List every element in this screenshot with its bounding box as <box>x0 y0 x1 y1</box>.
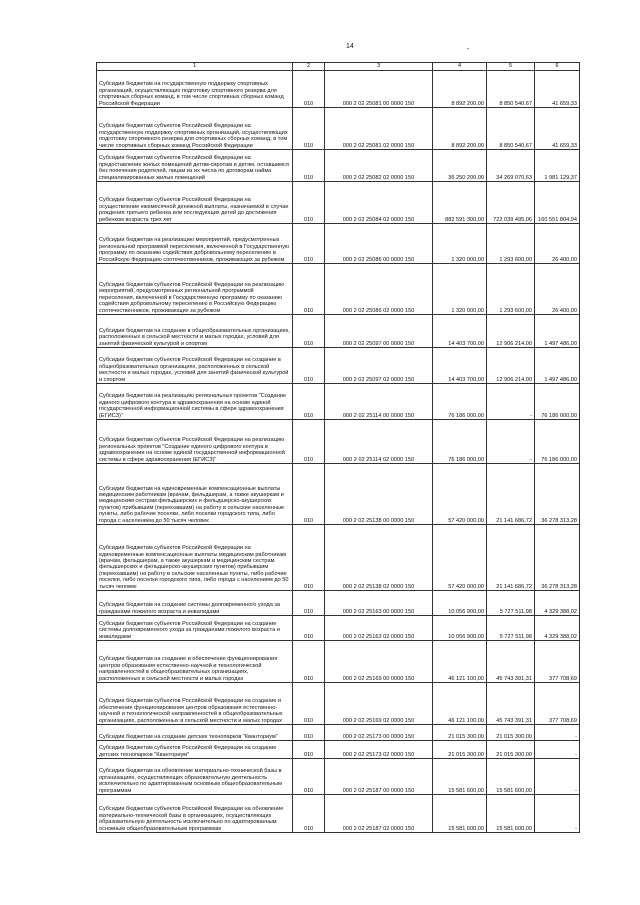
row-budget-code: 000 2 02 25163 00 0000 150 <box>325 591 433 616</box>
row-budget-code: 000 2 02 25081 02 0000 150 <box>325 108 433 150</box>
row-line-code: 010 <box>293 759 325 795</box>
row-line-code: 010 <box>293 315 325 348</box>
table-row <box>97 348 580 384</box>
row-unexecuted: 4 329 388,02 <box>535 591 580 616</box>
column-header: 5 <box>487 63 535 71</box>
row-budget-code: 000 2 02 25082 02 0000 150 <box>325 150 433 182</box>
row-description: Субсидии бюджетам субъектов Российской Федерации на создание в общеобразовательных организациях, расположенных в сельской местности и малых городах, условий для занятий физической культурой и спортом <box>97 348 293 384</box>
row-executed: 5 727 511,98 <box>487 616 535 641</box>
row-unexecuted: 36 278 313,28 <box>535 525 580 591</box>
row-line-code: 010 <box>293 348 325 384</box>
budget-table <box>96 62 580 833</box>
row-unexecuted: 4 329 388,02 <box>535 616 580 641</box>
row-approved: 10 056 900,00 <box>433 616 487 641</box>
row-approved: 15 581 600,00 <box>433 795 487 833</box>
table-row <box>97 741 580 759</box>
row-executed: 21 141 686,72 <box>487 464 535 525</box>
row-line-code: 010 <box>293 795 325 833</box>
row-budget-code: 000 2 02 25081 00 0000 150 <box>325 71 433 108</box>
row-budget-code: 000 2 02 25163 02 0000 150 <box>325 616 433 641</box>
table-row <box>97 264 580 315</box>
row-executed: 12 906 214,00 <box>487 315 535 348</box>
table-row <box>97 591 580 616</box>
table-row <box>97 224 580 264</box>
row-description: Субсидии бюджетам на создание системы долговременного ухода за гражданами пожилого возраста и инвалидами <box>97 591 293 616</box>
table-row <box>97 759 580 795</box>
row-approved: 10 056 900,00 <box>433 591 487 616</box>
table-row <box>97 683 580 725</box>
row-unexecuted: - <box>535 741 580 759</box>
row-unexecuted: 1 981 129,37 <box>535 150 580 182</box>
row-description: Субсидии бюджетам на обновление материально-технической базы в организациях, осуществляющих образовательную деятельность исключительно по адаптированным основным общеобразовательным программам <box>97 759 293 795</box>
table-row <box>97 725 580 741</box>
row-line-code: 010 <box>293 683 325 725</box>
row-unexecuted: - <box>535 759 580 795</box>
row-approved: 14 403 700,00 <box>433 348 487 384</box>
row-description: Субсидии бюджетам субъектов Российской Федерации на осуществление ежемесячной денежной выплаты, назначаемой в случае рождения третьего ребенка или последующих детей до достижения ребенком возраста трех лет <box>97 182 293 224</box>
row-budget-code: 000 2 02 25138 00 0000 150 <box>325 464 433 525</box>
table-row <box>97 420 580 464</box>
row-budget-code: 000 2 02 25086 02 0000 150 <box>325 264 433 315</box>
row-description: Субсидии бюджетам на государственную поддержку спортивных организаций, осуществляющих подготовку спортивного резерва для спортивных сборных команд, в том числе спортивных сборных команд Российской Федерации <box>97 71 293 108</box>
row-executed: 21 141 686,72 <box>487 525 535 591</box>
table-row <box>97 108 580 150</box>
row-description: Субсидии бюджетам субъектов Российской Федерации на обновление материально-технической базы в организациях, осуществляющих образовательную деятельность исключительно по адаптированным основным общеобразовательным программам <box>97 795 293 833</box>
row-executed: 12 906 214,00 <box>487 348 535 384</box>
table-row <box>97 71 580 108</box>
row-description: Субсидии бюджетам субъектов Российской Федерации на реализацию региональных проектов "Создание единого цифрового контура в здравоохранении на основе единой государственной информационной системы в сфере здравоохранения (ЕГИСЗ)" <box>97 420 293 464</box>
table-row <box>97 795 580 833</box>
row-unexecuted: 76 186 000,00 <box>535 384 580 420</box>
row-unexecuted: 76 186 000,00 <box>535 420 580 464</box>
table-row <box>97 525 580 591</box>
row-executed: 34 269 070,63 <box>487 150 535 182</box>
row-line-code: 010 <box>293 641 325 683</box>
row-description: Субсидии бюджетам на создание и обеспечение функционирования центров образования естественно-научной и технологической направленностей в общеобразовательных организациях, расположенных в сельской местности и малых городах <box>97 641 293 683</box>
row-unexecuted: 41 659,33 <box>535 108 580 150</box>
row-budget-code: 000 2 02 25169 02 0000 150 <box>325 683 433 725</box>
row-executed: 21 015 300,00 <box>487 741 535 759</box>
row-line-code: 010 <box>293 464 325 525</box>
row-line-code: 010 <box>293 616 325 641</box>
row-approved: 1 320 000,00 <box>433 264 487 315</box>
row-line-code: 010 <box>293 264 325 315</box>
row-line-code: 010 <box>293 420 325 464</box>
row-description: Субсидии бюджетам субъектов Российской Федерации на создание и обеспечение функционирования центров образования естественно-научной и технологической направленностей в общеобразовательных организациях, расположенных в сельской местности и малых городах <box>97 683 293 725</box>
row-unexecuted: - <box>535 795 580 833</box>
page-mark: - <box>467 46 470 53</box>
row-executed: - <box>487 384 535 420</box>
row-description: Субсидии бюджетам субъектов Российской Федерации на единовременные компенсационные выплаты медицинским работникам (врачам, фельдшерам, а также акушеркам и медицинским сестрам фельдшерских и фельдшерско-акушерских пунктов) прибывшим (переехавшим) на работу в сельские населенные пункты, либо рабочие поселки, либо поселки городского типа, либо города с населением до 50 тысяч человек <box>97 525 293 591</box>
row-description: Субсидии бюджетам субъектов Российской Федерации на государственную поддержку спортивных организаций, осуществляющих подготовку спортивного резерва для спортивных сборных команд, в том числе спортивных сборных команд Российской Федерации <box>97 108 293 150</box>
row-description: Субсидии бюджетам на создание детских технопарков "Кванториум" <box>97 725 293 741</box>
row-budget-code: 000 2 02 25173 02 0000 150 <box>325 741 433 759</box>
row-approved: 57 420 000,00 <box>433 525 487 591</box>
row-budget-code: 000 2 02 25114 02 0000 150 <box>325 420 433 464</box>
row-approved: 1 320 000,00 <box>433 224 487 264</box>
header-row <box>97 63 580 71</box>
row-executed: 15 581 600,00 <box>487 759 535 795</box>
row-line-code: 010 <box>293 71 325 108</box>
row-line-code: 010 <box>293 224 325 264</box>
row-description: Субсидии бюджетам на реализацию мероприятий, предусмотренных региональной программой переселения, включенной в Государственную программу по оказанию содействия добровольному переселению в Российскую Федерацию соотечественников, проживающих за рубежом <box>97 224 293 264</box>
row-approved: 36 250 200,00 <box>433 150 487 182</box>
row-executed: 8 850 540,67 <box>487 71 535 108</box>
row-description: Субсидии бюджетам субъектов Российской Федерации на создание детских технопарков "Кванториум" <box>97 741 293 759</box>
row-budget-code: 000 2 02 25114 00 0000 150 <box>325 384 433 420</box>
row-budget-code: 000 2 02 25169 00 0000 150 <box>325 641 433 683</box>
row-executed: 45 743 391,31 <box>487 641 535 683</box>
row-line-code: 010 <box>293 150 325 182</box>
row-unexecuted: 36 278 313,28 <box>535 464 580 525</box>
row-approved: 76 186 000,00 <box>433 384 487 420</box>
row-unexecuted: - <box>535 725 580 741</box>
table-row <box>97 150 580 182</box>
row-unexecuted: 377 708,69 <box>535 683 580 725</box>
row-line-code: 010 <box>293 591 325 616</box>
table-row <box>97 182 580 224</box>
row-approved: 8 892 200,00 <box>433 71 487 108</box>
table-row <box>97 464 580 525</box>
row-budget-code: 000 2 02 25084 02 0000 150 <box>325 182 433 224</box>
row-executed: 722 039 495,06 <box>487 182 535 224</box>
row-approved: 46 121 100,00 <box>433 683 487 725</box>
row-budget-code: 000 2 02 25187 00 0000 150 <box>325 759 433 795</box>
row-unexecuted: 26 400,00 <box>535 224 580 264</box>
row-line-code: 010 <box>293 108 325 150</box>
row-description: Субсидии бюджетам субъектов Российской Федерации на предоставление жилых помещений детям-сиротам и детям, оставшимся без попечения родителей, лицам из их числа по договорам найма специализированных жилых помещений <box>97 150 293 182</box>
row-approved: 14 403 700,00 <box>433 315 487 348</box>
row-budget-code: 000 2 02 25097 02 0000 150 <box>325 348 433 384</box>
row-executed: 21 015 300,00 <box>487 725 535 741</box>
row-executed: 15 581 600,00 <box>487 795 535 833</box>
row-executed: 8 850 540,67 <box>487 108 535 150</box>
row-approved: 46 121 100,00 <box>433 641 487 683</box>
row-budget-code: 000 2 02 25173 00 0000 150 <box>325 725 433 741</box>
column-header: 2 <box>293 63 325 71</box>
row-line-code: 010 <box>293 182 325 224</box>
row-budget-code: 000 2 02 25138 02 0000 150 <box>325 525 433 591</box>
row-approved: 76 186 000,00 <box>433 420 487 464</box>
page-number: 14 <box>346 43 354 50</box>
row-approved: 57 420 000,00 <box>433 464 487 525</box>
row-approved: 21 015 300,00 <box>433 741 487 759</box>
table-row <box>97 616 580 641</box>
row-approved: 15 581 600,00 <box>433 759 487 795</box>
row-description: Субсидии бюджетам на создание в общеобразовательных организациях, расположенных в сельской местности и малых городах, условий для занятий физической культурой и спортом <box>97 315 293 348</box>
row-budget-code: 000 2 02 25086 00 0000 150 <box>325 224 433 264</box>
row-description: Субсидии бюджетам на единовременные компенсационные выплаты медицинским работникам (врачам, фельдшерам, а также акушеркам и медицинским сестрам фельдшерских и фельдшерско-акушерских пунктов) прибывшим (переехавшим) на работу в сельские населенные пункты, либо рабочие поселки, либо поселки городского типа, либо города с населением до 50 тысяч человек <box>97 464 293 525</box>
row-unexecuted: 41 659,33 <box>535 71 580 108</box>
row-unexecuted: 160 551 804,94 <box>535 182 580 224</box>
column-header: 4 <box>433 63 487 71</box>
table-row <box>97 315 580 348</box>
row-approved: 8 892 200,00 <box>433 108 487 150</box>
column-header: 1 <box>97 63 293 71</box>
row-line-code: 010 <box>293 741 325 759</box>
row-description: Субсидии бюджетам субъектов Российской Федерации на создание системы долговременного ухода за гражданами пожилого возраста и инвалидами <box>97 616 293 641</box>
row-unexecuted: 26 400,00 <box>535 264 580 315</box>
row-line-code: 010 <box>293 525 325 591</box>
row-line-code: 010 <box>293 725 325 741</box>
row-unexecuted: 1 497 486,00 <box>535 348 580 384</box>
row-description: Субсидии бюджетам на реализацию региональных проектов "Создание единого цифрового контура в здравоохранении на основе единой государственной информационной системы в сфере здравоохранения (ЕГИСЗ)" <box>97 384 293 420</box>
row-unexecuted: 377 708,69 <box>535 641 580 683</box>
column-header: 3 <box>325 63 433 71</box>
row-budget-code: 000 2 02 25187 02 0000 150 <box>325 795 433 833</box>
row-unexecuted: 1 497 486,00 <box>535 315 580 348</box>
table-row <box>97 641 580 683</box>
row-executed: - <box>487 420 535 464</box>
row-executed: 45 743 391,31 <box>487 683 535 725</box>
row-approved: 21 015 300,00 <box>433 725 487 741</box>
column-header: 6 <box>535 63 580 71</box>
row-description: Субсидии бюджетам субъектов Российской Федерации на реализацию мероприятий, предусмотренных региональной программой переселения, включенной в Государственную программу по оказанию содействия добровольному переселению в Российскую Федерацию соотечественников, проживающих за рубежом <box>97 264 293 315</box>
row-line-code: 010 <box>293 384 325 420</box>
row-budget-code: 000 2 02 25097 00 0000 150 <box>325 315 433 348</box>
row-executed: 1 293 600,00 <box>487 224 535 264</box>
row-executed: 5 727 511,98 <box>487 591 535 616</box>
row-executed: 1 293 600,00 <box>487 264 535 315</box>
table-row <box>97 384 580 420</box>
row-approved: 882 591 300,00 <box>433 182 487 224</box>
